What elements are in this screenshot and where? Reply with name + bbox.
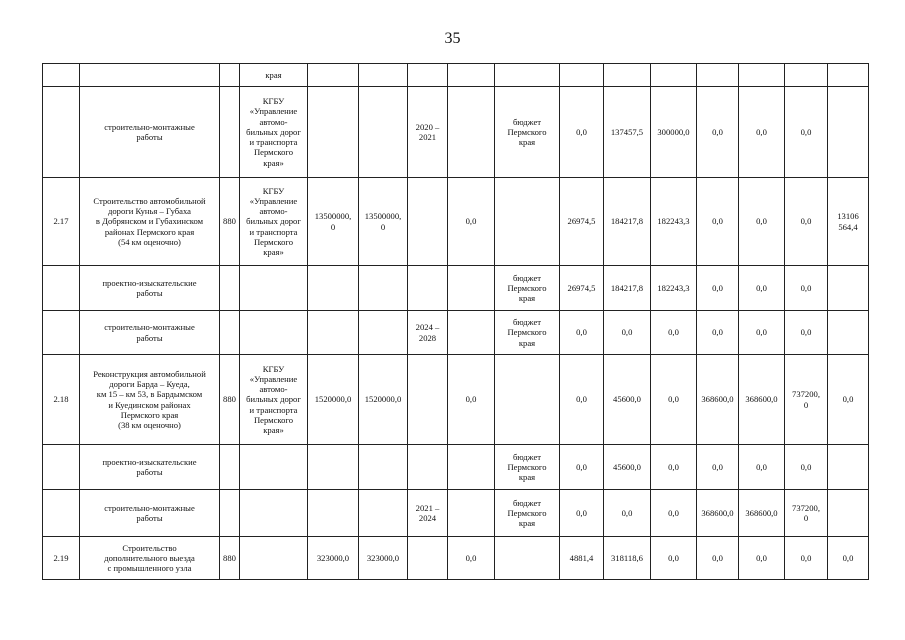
work-name-cell: Реконструкция автомобильной дороги Барда – Куеда, км 15 – км 53, в Бардымском и Куединском районах Пермского края (38 км оценочно): [80, 355, 220, 445]
work-name-cell: [80, 64, 220, 87]
year-value-cell: 737200, 0: [785, 355, 828, 445]
year-value-cell: 737200, 0: [785, 490, 828, 537]
row-number-cell: [43, 266, 80, 311]
year-value-cell: 0,0: [651, 355, 697, 445]
total-cell: [828, 64, 869, 87]
year-value-cell: [785, 64, 828, 87]
year-value-cell: 0,0: [739, 87, 785, 178]
code-cell: 880: [220, 178, 240, 266]
table-row: [43, 445, 869, 490]
total-cell: 13106 564,4: [828, 178, 869, 266]
year-value-cell: 184217,8: [604, 266, 651, 311]
value-cell: 0,0: [448, 355, 495, 445]
work-name-cell: строительно-монтажные работы: [80, 87, 220, 178]
total-cell: [828, 311, 869, 355]
customer-cell: [240, 266, 308, 311]
customer-cell: КГБУ «Управление автомо- бильных дорог и транспорта Пермского края»: [240, 87, 308, 178]
year-value-cell: 0,0: [785, 87, 828, 178]
page-number: 35: [444, 30, 461, 47]
year-value-cell: 0,0: [739, 266, 785, 311]
work-name-cell: строительно-монтажные работы: [80, 490, 220, 537]
period-cell: 2024 – 2028: [408, 311, 448, 355]
value-cell: [448, 266, 495, 311]
value-cell: [448, 87, 495, 178]
table-body: [43, 64, 869, 580]
total-cost-cell: [308, 490, 359, 537]
table-row: [43, 490, 869, 537]
year-value-cell: 4881,4: [560, 537, 604, 580]
year-value-cell: 0,0: [785, 311, 828, 355]
remaining-cost-cell: [359, 490, 408, 537]
work-name-cell: строительно-монтажные работы: [80, 311, 220, 355]
funding-source-cell: [495, 355, 560, 445]
work-name-cell: Строительство автомобильной дороги Кунья – Губаха в Добрянском и Губахинском районах Пермского края (54 км оценочно): [80, 178, 220, 266]
year-value-cell: [697, 64, 739, 87]
total-cell: [828, 445, 869, 490]
value-cell: [448, 445, 495, 490]
remaining-cost-cell: [359, 445, 408, 490]
row-number-cell: [43, 87, 80, 178]
funding-source-cell: бюджет Пермского края: [495, 490, 560, 537]
total-cell: 0,0: [828, 355, 869, 445]
year-value-cell: 0,0: [651, 490, 697, 537]
year-value-cell: 0,0: [697, 178, 739, 266]
funding-source-cell: [495, 178, 560, 266]
code-cell: [220, 87, 240, 178]
code-cell: 880: [220, 355, 240, 445]
remaining-cost-cell: [359, 311, 408, 355]
period-cell: [408, 64, 448, 87]
year-value-cell: 0,0: [739, 311, 785, 355]
year-value-cell: [739, 64, 785, 87]
value-cell: 0,0: [448, 178, 495, 266]
year-value-cell: 368600,0: [739, 355, 785, 445]
total-cost-cell: 13500000, 0: [308, 178, 359, 266]
total-cell: [828, 87, 869, 178]
period-cell: [408, 537, 448, 580]
period-cell: [408, 445, 448, 490]
remaining-cost-cell: [359, 87, 408, 178]
table-row: [43, 178, 869, 266]
row-number-cell: 2.18: [43, 355, 80, 445]
total-cell: [828, 266, 869, 311]
row-number-cell: 2.19: [43, 537, 80, 580]
value-cell: [448, 311, 495, 355]
funding-source-cell: [495, 64, 560, 87]
table-row: [43, 311, 869, 355]
code-cell: [220, 490, 240, 537]
row-number-cell: 2.17: [43, 178, 80, 266]
budget-table: [42, 63, 869, 580]
year-value-cell: 137457,5: [604, 87, 651, 178]
code-cell: 880: [220, 537, 240, 580]
year-value-cell: 0,0: [651, 311, 697, 355]
remaining-cost-cell: 323000,0: [359, 537, 408, 580]
value-cell: [448, 490, 495, 537]
year-value-cell: 45600,0: [604, 445, 651, 490]
period-cell: [408, 266, 448, 311]
year-value-cell: 0,0: [651, 445, 697, 490]
table-row: [43, 266, 869, 311]
funding-source-cell: бюджет Пермского края: [495, 87, 560, 178]
year-value-cell: 0,0: [739, 445, 785, 490]
total-cost-cell: [308, 311, 359, 355]
row-number-cell: [43, 64, 80, 87]
funding-source-cell: бюджет Пермского края: [495, 266, 560, 311]
year-value-cell: [604, 64, 651, 87]
year-value-cell: 0,0: [560, 445, 604, 490]
customer-cell: КГБУ «Управление автомо- бильных дорог и транспорта Пермского края»: [240, 178, 308, 266]
year-value-cell: [651, 64, 697, 87]
year-value-cell: 0,0: [697, 311, 739, 355]
total-cost-cell: [308, 445, 359, 490]
period-cell: [408, 178, 448, 266]
total-cost-cell: 323000,0: [308, 537, 359, 580]
row-number-cell: [43, 311, 80, 355]
work-name-cell: проектно-изыскательские работы: [80, 445, 220, 490]
year-value-cell: 0,0: [785, 537, 828, 580]
year-value-cell: 368600,0: [697, 355, 739, 445]
year-value-cell: 0,0: [604, 490, 651, 537]
year-value-cell: 0,0: [697, 266, 739, 311]
customer-cell: КГБУ «Управление автомо- бильных дорог и транспорта Пермского края»: [240, 355, 308, 445]
year-value-cell: 0,0: [697, 445, 739, 490]
year-value-cell: 0,0: [560, 355, 604, 445]
table-row: [43, 537, 869, 580]
table-row: [43, 64, 869, 87]
year-value-cell: 0,0: [739, 537, 785, 580]
remaining-cost-cell: 1520000,0: [359, 355, 408, 445]
total-cell: 0,0: [828, 537, 869, 580]
customer-cell: края: [240, 64, 308, 87]
work-name-cell: Строительство дополнительного выезда с промышленного узла: [80, 537, 220, 580]
code-cell: [220, 266, 240, 311]
row-number-cell: [43, 490, 80, 537]
year-value-cell: 184217,8: [604, 178, 651, 266]
total-cost-cell: [308, 64, 359, 87]
table-row: [43, 355, 869, 445]
total-cost-cell: 1520000,0: [308, 355, 359, 445]
customer-cell: [240, 537, 308, 580]
year-value-cell: 300000,0: [651, 87, 697, 178]
year-value-cell: 26974,5: [560, 178, 604, 266]
value-cell: 0,0: [448, 537, 495, 580]
year-value-cell: 0,0: [739, 178, 785, 266]
customer-cell: [240, 490, 308, 537]
year-value-cell: 0,0: [785, 178, 828, 266]
year-value-cell: 0,0: [697, 537, 739, 580]
table-row: [43, 87, 869, 178]
customer-cell: [240, 311, 308, 355]
year-value-cell: 368600,0: [697, 490, 739, 537]
remaining-cost-cell: 13500000, 0: [359, 178, 408, 266]
period-cell: 2021 – 2024: [408, 490, 448, 537]
year-value-cell: 0,0: [785, 266, 828, 311]
year-value-cell: 45600,0: [604, 355, 651, 445]
year-value-cell: 0,0: [604, 311, 651, 355]
period-cell: 2020 – 2021: [408, 87, 448, 178]
year-value-cell: 26974,5: [560, 266, 604, 311]
funding-source-cell: [495, 537, 560, 580]
year-value-cell: 0,0: [560, 87, 604, 178]
year-value-cell: 0,0: [560, 490, 604, 537]
row-number-cell: [43, 445, 80, 490]
year-value-cell: 182243,3: [651, 266, 697, 311]
year-value-cell: 0,0: [697, 87, 739, 178]
remaining-cost-cell: [359, 64, 408, 87]
total-cell: [828, 490, 869, 537]
year-value-cell: 0,0: [560, 311, 604, 355]
code-cell: [220, 445, 240, 490]
funding-source-cell: бюджет Пермского края: [495, 311, 560, 355]
remaining-cost-cell: [359, 266, 408, 311]
year-value-cell: 182243,3: [651, 178, 697, 266]
funding-source-cell: бюджет Пермского края: [495, 445, 560, 490]
total-cost-cell: [308, 266, 359, 311]
customer-cell: [240, 445, 308, 490]
work-name-cell: проектно-изыскательские работы: [80, 266, 220, 311]
year-value-cell: [560, 64, 604, 87]
value-cell: [448, 64, 495, 87]
total-cost-cell: [308, 87, 359, 178]
year-value-cell: 0,0: [785, 445, 828, 490]
code-cell: [220, 311, 240, 355]
year-value-cell: 318118,6: [604, 537, 651, 580]
code-cell: [220, 64, 240, 87]
year-value-cell: 368600,0: [739, 490, 785, 537]
year-value-cell: 0,0: [651, 537, 697, 580]
period-cell: [408, 355, 448, 445]
